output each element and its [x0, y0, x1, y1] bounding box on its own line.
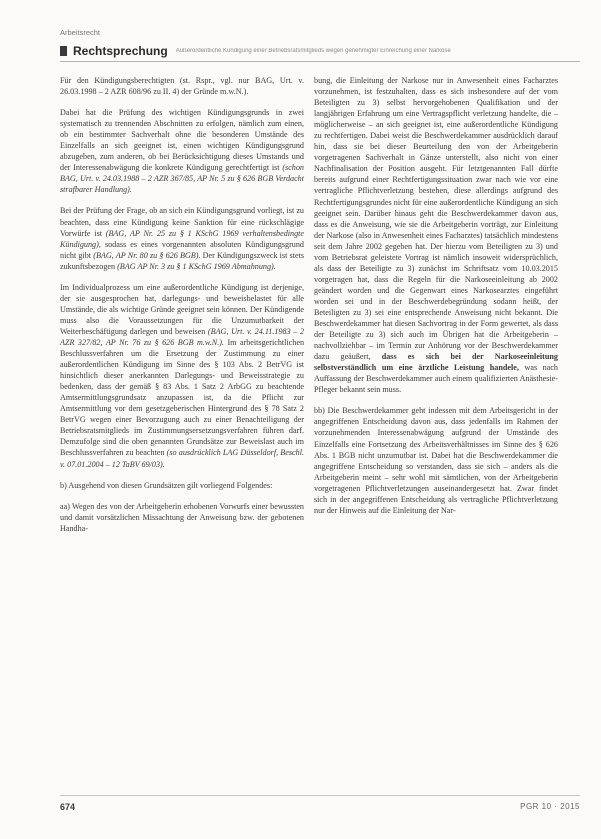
- right-column: [314, 75, 558, 526]
- paragraph: b) Ausgehend von diesen Grundsätzen gilt vorliegend Folgendes:: [60, 480, 273, 490]
- citation: (BAG, AP Nr. 25 zu § 1 KSchG 1969 verhaltensbedingte Kündigung): [60, 228, 304, 249]
- emphasis: dass es sich bei der Narkoseeinleitung selbstverständlich um eine ärztliche Leistung handele,: [314, 352, 558, 373]
- paragraph: Für den Kündigungsberechtigten (st. Rspr., vgl. nur BAG, Urt. v. 26.03.1998 – 2 AZR 608/96 zu II. 4) der Gründe m.w.N.).: [60, 76, 304, 97]
- header-bar: [60, 43, 580, 62]
- page-header: [60, 28, 580, 62]
- section-marker-icon: [60, 46, 67, 56]
- page-title: Rechtsprechung: [73, 44, 168, 58]
- page-subtitle: Außerordentliche Kündigung einer Betriebsratsmitglieds wegen genehmigter Einreichung einer Narkose: [175, 48, 451, 54]
- citation: (BAG, AP Nr. 80 zu § 626 BGB).: [93, 250, 201, 260]
- citation: (BAG AP Nr. 3 zu § 1 KSchG 1969 Abmahnung).: [117, 261, 276, 271]
- paragraph: aa) Wegen des von der Arbeitgeberin erhobenen Vorwurfs einer bewussten und damit vorsätzlichen Missachtung der Anweisung bzw. der gebotenen Handha-: [60, 501, 304, 533]
- page-footer: [60, 795, 580, 812]
- citation: (so ausdrücklich LAG Düsseldorf, Beschl. v. 07.01.2004 – 12 TaBV 69/03).: [60, 448, 304, 469]
- citation: (BAG, Urt. v. 24.11.1983 – 2 AZR 327/82, AP Nr. 76 zu § 626 BGB m.w.N.).: [60, 326, 305, 347]
- paragraph: Bei der Prüfung der Frage, ob an sich ein Kündigungsgrund vorliegt, ist zu beachten, dass eine Kündigung keine Sanktion für eine rückschlägige Vorwürfe ist (BAG, AP Nr. 25 zu § 1 KSchG 1969 verhaltensbedingte Kündigung), sodass es eines vorgenannten absoluten Kündigungsgrund nicht gibt (BAG, AP Nr. 80 zu § 626 BGB). Der Kündigungszweck ist stets zukunftsbezogen (BAG AP Nr. 3 zu § 1 KSchG 1969 Abmahnung).: [60, 206, 304, 271]
- paragraph: Dabei hat die Prüfung des wichtigen Kündigungsgrunds in zwei systematisch zu trennenden Abschnitten zu erfolgen, nämlich zum einen, ob ein bestimmter Sachverhalt ohne die besonderen Umstände des Einzelfalls an sich geeignet ist, einen wichtigen Kündigungsgrund abzugeben, zum anderen, ob bei Berücksichtigung dieses Umstands und der Interessenabwägung die konkrete Kündigung gerechtfertigt ist (schon BAG, Urt. v. 24.03.1988 – 2 AZR 367/85, AP Nr. 5 zu § 626 BGB Verdacht strafbarer Handlung).: [60, 108, 304, 195]
- paragraph: Im Individualprozess um eine außerordentliche Kündigung ist derjenige, der sie ausgesprochen hat, darlegungs- und beweisbelastet für alle Umstände, die als wichtige Gründe geeignet sein können. Der Kündigende muss also die Voraussetzungen für die Unzumutbarkeit der Weiterbeschäftigung darlegen und beweisen (BAG, Urt. v. 24.11.1983 – 2 AZR 327/82, AP Nr. 76 zu § 626 BGB m.w.N.). Im arbeitsgerichtlichen Beschlussverfahren um die Ersetzung der Zustimmung zu einer außerordentlichen Kündigung im Sinne des § 103 Abs. 2 BetrVG ist hinsichtlich dieser anerkannten Darlegungs- und Beweisstrategie zu bedenken, dass der gemäß § 83 Abs. 1 Satz 2 ArbGG zu beachtende Amtsermittlungsgrundsatz anzupassen ist, da die Pflicht zur Amtsermittlung vor dem gesetzgeberischen Hintergrund des § 78 Satz 2 BetrVG wegen einer Bevorzugung auch zu einer Benachteiligung der Betriebsratsmitglieds im Zustimmungsersetzungsverfahren führen darf. Demzufolge sind die oben genannten Grundsätze zur Beweislast auch im Beschlussverfahren zu beachten (so ausdrücklich LAG Düsseldorf, Beschl. v. 07.01.2004 – 12 TaBV 69/03).: [60, 282, 305, 469]
- citation: (schon BAG, Urt. v. 24.03.1988 – 2 AZR 367/85, AP Nr. 5 zu § 626 BGB Verdacht strafbarer Handlung).: [60, 163, 304, 195]
- issue-label: PGR 10 · 2015: [520, 802, 580, 811]
- page-number: 674: [60, 802, 76, 812]
- left-column: [60, 75, 304, 544]
- paragraph: bung, die Einleitung der Narkose nur in Anwesenheit eines Facharztes vorzunehmen, ist festzuhalten, dass es sich insbesondere auf der vom Beteiligten zu 3) selbst hervorgehobenen Qualifikation und der langjährigen Erfahrung um eine Vertragspflicht verletzung handelte, die – möglicherweise – an sich geeignet ist, eine außerordentliche Kündigung zu rechtfertigen. Dabei weist die Beschwerdekammer ausdrücklich darauf hin, dass sie bei dieser Beurteilung den von der Arbeitgeberin vorgetragenen Sachverhalt in Gänze unterstellt, also nicht von einer Nachfinalisation der Position ausgeht. Für letztgenannten Fall dürfte bereits aufgrund einer Rechtfertigungssituation zwar nach wie vor eine vertragliche Pflichtverletzung bestehen, diese allerdings aufgrund des Rechtfertigungsgrundes nicht für eine außerordentliche Kündigung an sich geeignet sein. Darüber hinaus geht die Beschwerdekammer davon aus, dass es die Anweisung, wie sie die Arbeitgeberin vorträgt, zur Einleitung der Narkose (also in Anwesenheit eines Facharztes) tatsächlich mindestens seit dem Jahre 2002 gegeben hat. Der hierzu vom Beteiligten zu 3) und vom Betriebsrat geleistete Vortrag ist nämlich insoweit widersprüchlich, als dass der Beteiligte zu 3) zunächst im Schriftsatz vom 10.03.2015 vorgetragen hat, dass die Regeln für die Narkoseeinleitung ab 2002 geändert worden und die Gegenwart eines Narkosearztes eingeführt worden sei und in der Beschwerdebegründung sodann heißt, der Beteiligten zu 3) sei eine entsprechende Anweisung nicht bekannt. Die Beschwerdekammer hat diesen Sachvortrag in der Form gewertet, als dass der Beteiligte zu 3) sich auch im Übrigen hat die Arbeitgeberin – nachvollziehbar – im Termin zur Anhörung vor der Beschwerdekammer dazu geäußert, dass es sich bei der Narkoseeinleitung selbstverständlich um eine ärztliche Leistung handele, was nach Auffassung der Beschwerdekammer auch einem qualifizierten Anästhesie-Pfleger bekannt sein muss.: [314, 76, 558, 395]
- paragraph: bb) Die Beschwerdekammer geht indessen mit dem Arbeitsgericht in der angegriffenen Entscheidung davon aus, dass jedenfalls im Rahmen der vorzunehmenden Interessenabwägung aufgrund der Umstände des Einzelfalls eine Fortsetzung des Arbeitsverhältnisses im Sinne des § 626 Abs. 1 BGB nicht unzumutbar ist. Dabei hat die Beschwerdekammer die angegriffene Entscheidung so verstanden, dass sie sich – anders als die Arbeitgeberin meint – sehr wohl mit sämtlichen, von der Arbeitgeberin vorgetragenen Pflichtverletzungen auseinandergesetzt hat. Zwar findet sich in der angegriffenen Entscheidung als vertragliche Pflichtverletzung nur der Hinweis auf die Einleitung der Nar-: [314, 406, 558, 515]
- section-label: Arbeitsrecht: [60, 28, 101, 37]
